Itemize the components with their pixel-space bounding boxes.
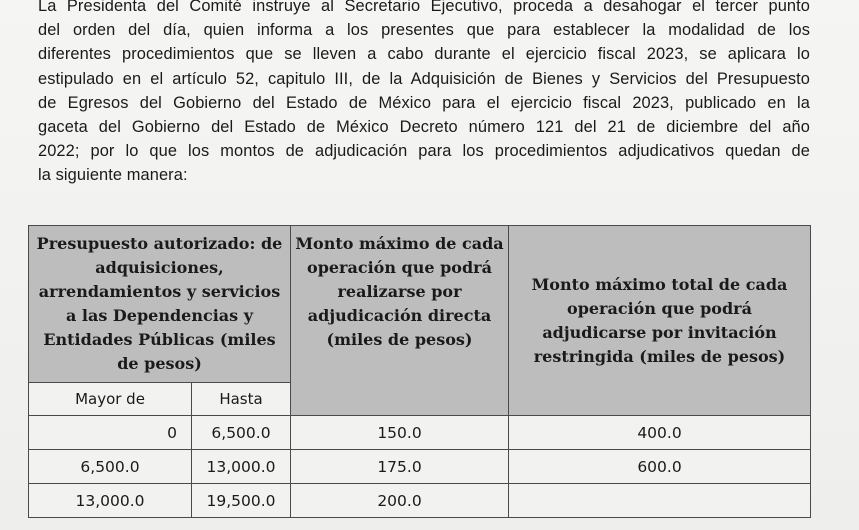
adjudication-amounts-table <box>28 225 811 518</box>
paragraph-line: del orden del día, quien informa a los presentes que para establecer la modalidad de los <box>38 21 810 40</box>
subheader-from: Mayor de <box>29 383 192 416</box>
subheader-to: Hasta <box>192 383 291 416</box>
intro-paragraph <box>38 0 810 188</box>
cell-direct: 150.0 <box>291 416 509 450</box>
header-budget: Presupuesto autorizado: de adquisiciones, arrendamientos y servicios a las Dependencias y Entidades Públicas (miles de pesos) <box>29 226 291 383</box>
header-restricted-invitation: Monto máximo total de cada operación que podrá adjudicarse por invitación restringida (miles de pesos) <box>509 226 811 416</box>
header-direct-award: Monto máximo de cada operación que podrá realizarse por adjudicación directa (miles de pesos) <box>291 226 509 416</box>
cell-restricted: 600.0 <box>509 450 811 484</box>
cell-to: 19,500.0 <box>192 484 291 518</box>
cell-from: 6,500.0 <box>29 450 192 484</box>
cell-restricted: 400.0 <box>509 416 811 450</box>
table-row <box>29 450 811 484</box>
cell-to: 13,000.0 <box>192 450 291 484</box>
cell-from: 0 <box>29 416 192 450</box>
paragraph-line: estipulado en el artículo 52, capitulo III, de la Adquisición de Bienes y Servicios del Presupuesto <box>38 69 810 88</box>
cell-to: 6,500.0 <box>192 416 291 450</box>
paragraph-line: diferentes procedimientos que se lleven a cabo durante el ejercicio fiscal 2023, se aplicara lo <box>38 45 810 64</box>
paragraph-line: la siguiente manera: <box>38 166 188 185</box>
table-row <box>29 416 811 450</box>
paragraph-line: gaceta del Gobierno del Estado de México Decreto número 121 del 21 de diciembre del año <box>38 118 810 137</box>
cell-direct: 200.0 <box>291 484 509 518</box>
cell-from: 13,000.0 <box>29 484 192 518</box>
table-row <box>29 484 811 518</box>
cell-direct: 175.0 <box>291 450 509 484</box>
paragraph-line: La Presidenta del Comité instruye al Secretario Ejecutivo, proceda a desahogar el tercer punto <box>38 0 810 15</box>
cell-restricted <box>509 484 811 518</box>
paragraph-line: de Egresos del Gobierno del Estado de México para el ejercicio fiscal 2023, publicado en la <box>38 93 810 112</box>
paragraph-line: 2022; por lo que los montos de adjudicación para los procedimientos adjudicativos quedan de <box>38 142 810 161</box>
table-header-row <box>29 226 811 383</box>
